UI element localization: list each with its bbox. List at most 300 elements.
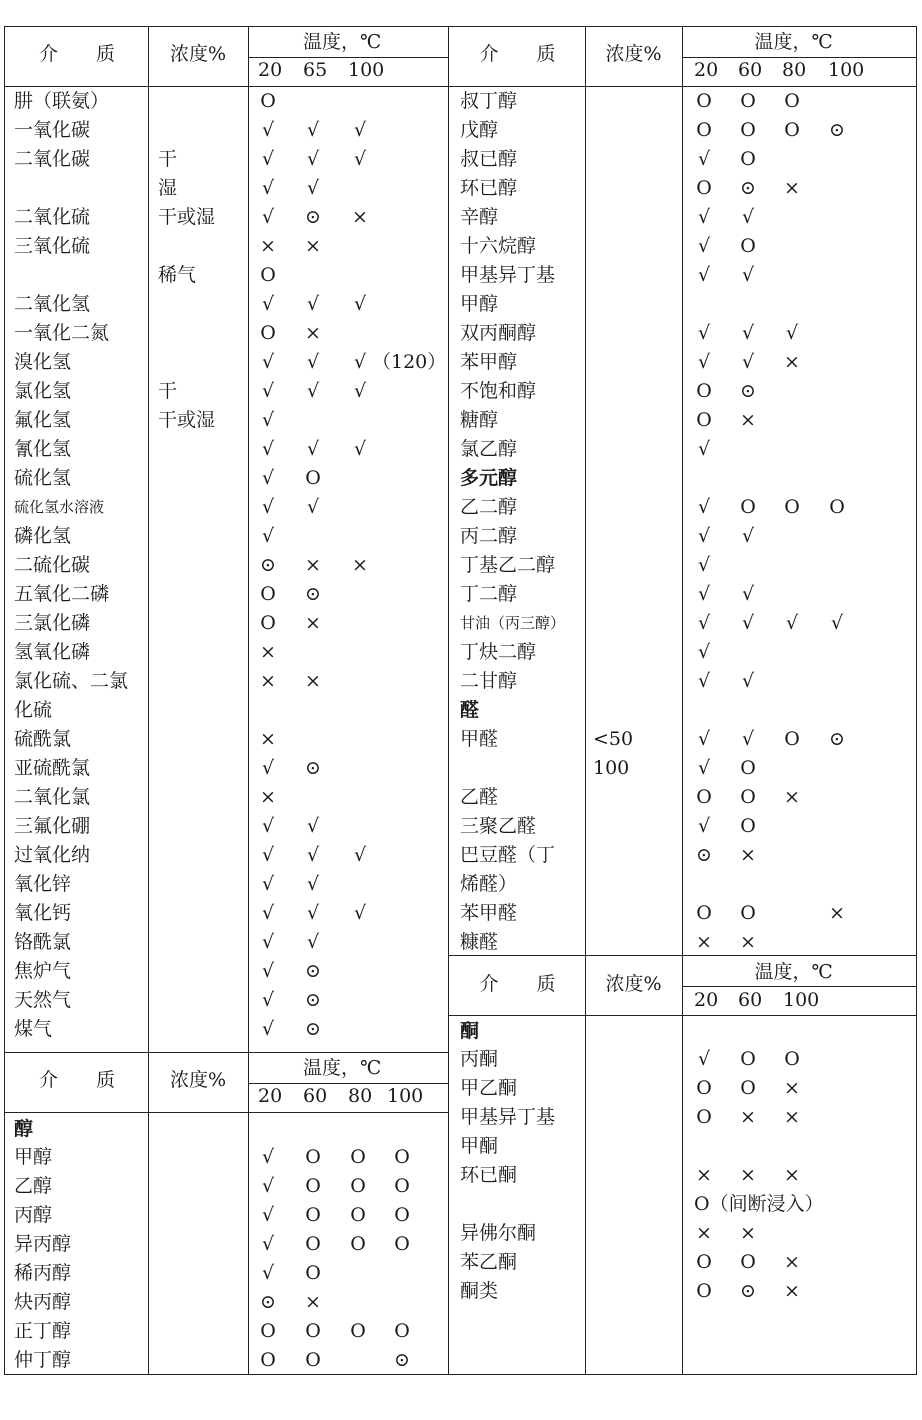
table-bottom-border bbox=[4, 1374, 917, 1375]
inorg-mark-10-0: √ bbox=[261, 380, 275, 402]
inorg-mark-16-1: × bbox=[305, 554, 321, 576]
alc-a-mark-7-0: O bbox=[260, 1349, 276, 1371]
alc-a-mark-6-1: O bbox=[305, 1320, 321, 1342]
alc-a-mark-6-3: O bbox=[394, 1320, 410, 1342]
inorg-mark-9-0: √ bbox=[261, 351, 275, 373]
inorg-medium-2: 二氧化碳 bbox=[14, 148, 91, 170]
alc-b-medium-22: 甲醛 bbox=[460, 728, 499, 750]
inorg-medium-9: 溴化氢 bbox=[14, 351, 72, 373]
alc-b-mark-3-2: × bbox=[784, 177, 800, 199]
alc-a-medium-2: 丙醇 bbox=[14, 1204, 53, 1226]
alc-b-medium-29: 糠醛 bbox=[460, 931, 499, 953]
inorg-mark-9-1: √ bbox=[306, 351, 320, 373]
alc-b-mark-11-1: × bbox=[740, 409, 756, 431]
inorg-conc-6: 稀气 bbox=[158, 264, 197, 286]
alc-b-mark-20-1: √ bbox=[741, 670, 755, 692]
inorg-mark-26-1: √ bbox=[306, 844, 320, 866]
alc-b-mark-18-0: √ bbox=[697, 612, 711, 634]
ket-temp-header: 温度，℃ bbox=[754, 961, 833, 983]
inorg-medium-1: 一氧化碳 bbox=[14, 119, 91, 141]
inorg-medium-12: 氰化氢 bbox=[14, 438, 72, 460]
inorg-mark-7-1: √ bbox=[306, 293, 320, 315]
inorg-col-divider-1 bbox=[148, 26, 149, 1375]
alc-a-medium-6: 正丁醇 bbox=[14, 1320, 72, 1342]
inorg-mark-13-1: O bbox=[305, 467, 321, 489]
inorg-medium-16: 二硫化碳 bbox=[14, 554, 91, 576]
alcb-temp-col-3: 100 bbox=[828, 59, 865, 81]
alc-b-medium-21: 醛 bbox=[460, 699, 480, 721]
inorg-mark-19-0: × bbox=[260, 641, 276, 663]
inorg-mark-28-0: √ bbox=[261, 902, 275, 924]
inorg-note-9: （120） bbox=[372, 351, 447, 373]
inorg-mark-9-2: √ bbox=[353, 351, 367, 373]
alc-b-medium-24: 乙醛 bbox=[460, 786, 499, 808]
ketone-mark-1-0: O bbox=[696, 1077, 712, 1099]
ketone-section: 酮 bbox=[460, 1020, 480, 1042]
inorg-medium-5: 三氧化硫 bbox=[14, 235, 91, 257]
inorg-mark-25-0: √ bbox=[261, 815, 275, 837]
inorg-medium-24: 二氧化氯 bbox=[14, 786, 91, 808]
inorg-mark-3-1: √ bbox=[306, 177, 320, 199]
alc-a-mark-2-0: √ bbox=[261, 1204, 275, 1226]
inorg-mark-14-0: √ bbox=[261, 496, 275, 518]
ketone-mark-7-2: × bbox=[784, 1251, 800, 1273]
inorg-mark-23-1: ⊙ bbox=[305, 757, 321, 779]
alc-b-mark-29-1: × bbox=[740, 931, 756, 953]
inorg-medium-19: 氢氧化磷 bbox=[14, 641, 91, 663]
alc-b-mark-28-1: O bbox=[740, 902, 756, 924]
alc-a-mark-5-0: ⊙ bbox=[260, 1291, 276, 1313]
inorg-mark-4-0: √ bbox=[261, 206, 275, 228]
alca-temp-col-3: 100 bbox=[387, 1085, 424, 1107]
ketone-mark-2-1: × bbox=[740, 1106, 756, 1128]
inorg-mark-28-1: √ bbox=[306, 902, 320, 924]
inorg-mark-23-0: √ bbox=[261, 757, 275, 779]
inorg-mark-22-0: × bbox=[260, 728, 276, 750]
inorg-mark-28-2: √ bbox=[353, 902, 367, 924]
alc-b-medium-3: 环已醇 bbox=[460, 177, 518, 199]
alc-b-medium-2: 叔已醇 bbox=[460, 148, 518, 170]
alc-b-mark-6-1: √ bbox=[741, 264, 755, 286]
inorg-mark-2-2: √ bbox=[353, 148, 367, 170]
inorg-medium-29: 铬酰氯 bbox=[14, 931, 72, 953]
ketone-mark-8-2: × bbox=[784, 1280, 800, 1302]
alc-b-mark-0-0: O bbox=[696, 90, 712, 112]
inorg-medium-30: 焦炉气 bbox=[14, 960, 72, 982]
inorg-mark-14-1: √ bbox=[306, 496, 320, 518]
ket-temp-col-2: 100 bbox=[783, 989, 820, 1011]
inorg-mark-8-0: O bbox=[260, 322, 276, 344]
ketone-mark-0-2: O bbox=[784, 1048, 800, 1070]
inorg-medium-28: 氧化钙 bbox=[14, 902, 72, 924]
inorg-medium-header: 介 质 bbox=[39, 43, 116, 65]
inorg-mark-3-0: √ bbox=[261, 177, 275, 199]
inorg-mark-32-0: √ bbox=[261, 1018, 275, 1040]
inorg-medium-10: 氯化氢 bbox=[14, 380, 72, 402]
inorg-mark-8-1: × bbox=[305, 322, 321, 344]
alc-b-mark-4-0: √ bbox=[697, 206, 711, 228]
alc-b-mark-25-1: O bbox=[740, 815, 756, 837]
inorg-mark-29-1: √ bbox=[306, 931, 320, 953]
inorg-conc-4: 干或湿 bbox=[158, 206, 216, 228]
alca-temp-col-1: 60 bbox=[303, 1085, 328, 1107]
ketone-medium-4: 环已酮 bbox=[460, 1164, 518, 1186]
alc-b-medium-11: 糖醇 bbox=[460, 409, 499, 431]
alc-b-medium-18: 甘油（丙三醇） bbox=[460, 614, 566, 632]
alc-a-mark-0-0: √ bbox=[261, 1146, 275, 1168]
alc-b-medium-13: 多元醇 bbox=[460, 467, 518, 489]
alc-b-medium-15: 丙二醇 bbox=[460, 525, 518, 547]
alc-b-mark-9-1: √ bbox=[741, 351, 755, 373]
alc-b-mark-24-2: × bbox=[784, 786, 800, 808]
ketone-mark-0-0: √ bbox=[697, 1048, 711, 1070]
alc-a-mark-0-3: O bbox=[394, 1146, 410, 1168]
right-col-divider-1 bbox=[585, 26, 586, 1375]
ketone-mark-8-0: O bbox=[696, 1280, 712, 1302]
alca-temp-col-2: 80 bbox=[348, 1085, 373, 1107]
alc-a-mark-7-3: ⊙ bbox=[394, 1349, 410, 1371]
alc-b-mark-2-0: √ bbox=[697, 148, 711, 170]
ketone-medium-2: 甲基异丁基 bbox=[460, 1106, 556, 1128]
alc-b-medium-16: 丁基乙二醇 bbox=[460, 554, 556, 576]
inorg-mark-1-2: √ bbox=[353, 119, 367, 141]
alc-b-medium-14: 乙二醇 bbox=[460, 496, 518, 518]
inorg-mark-4-2: × bbox=[352, 206, 368, 228]
alc-a-mark-1-2: O bbox=[350, 1175, 366, 1197]
inorg-mark-7-0: √ bbox=[261, 293, 275, 315]
ketone-mark-8-1: ⊙ bbox=[740, 1280, 756, 1302]
alc-b-mark-29-0: × bbox=[696, 931, 712, 953]
alc-b-mark-9-0: √ bbox=[697, 351, 711, 373]
alc-b-mark-14-2: O bbox=[784, 496, 800, 518]
alc-b-mark-24-0: O bbox=[696, 786, 712, 808]
alc-b-mark-26-0: ⊙ bbox=[696, 844, 712, 866]
alc-b-mark-15-1: √ bbox=[741, 525, 755, 547]
inorg-mark-32-1: ⊙ bbox=[305, 1018, 321, 1040]
alc-a-mark-7-1: O bbox=[305, 1349, 321, 1371]
alca-temp-col-0: 20 bbox=[258, 1085, 283, 1107]
alc-a-mark-3-1: O bbox=[305, 1233, 321, 1255]
inorg-mark-26-0: √ bbox=[261, 844, 275, 866]
ketone-mark-4-2: × bbox=[784, 1164, 800, 1186]
inorg-mark-24-0: × bbox=[260, 786, 276, 808]
inorg-mark-31-0: √ bbox=[261, 989, 275, 1011]
alc-a-mark-3-2: O bbox=[350, 1233, 366, 1255]
alc-b-medium-0: 叔丁醇 bbox=[460, 90, 518, 112]
alc-a-medium-3: 异丙醇 bbox=[14, 1233, 72, 1255]
inorg-conc-10: 干 bbox=[158, 380, 178, 402]
alc-b-mark-11-0: O bbox=[696, 409, 712, 431]
ketone-medium-8: 酮类 bbox=[460, 1280, 499, 1302]
alc-b-mark-22-2: O bbox=[784, 728, 800, 750]
inorg-mark-0-0: O bbox=[260, 90, 276, 112]
alc-b-mark-23-1: O bbox=[740, 757, 756, 779]
ketone-medium-1: 甲乙酮 bbox=[460, 1077, 518, 1099]
alc-b-mark-24-1: O bbox=[740, 786, 756, 808]
inorg-mark-25-1: √ bbox=[306, 815, 320, 837]
alc-b-medium-7: 甲醇 bbox=[460, 293, 499, 315]
alc-b-mark-8-0: √ bbox=[697, 322, 711, 344]
alc-a-mark-3-0: √ bbox=[261, 1233, 275, 1255]
inorg-col-divider-2 bbox=[248, 26, 249, 1375]
alc-b-mark-1-2: O bbox=[784, 119, 800, 141]
inorg-mark-2-0: √ bbox=[261, 148, 275, 170]
alc-b-mark-28-3: × bbox=[829, 902, 845, 924]
inorg-mark-10-2: √ bbox=[353, 380, 367, 402]
inorg-mark-13-0: √ bbox=[261, 467, 275, 489]
inorg-medium-22: 硫酰氯 bbox=[14, 728, 72, 750]
inorg-mark-27-0: √ bbox=[261, 873, 275, 895]
inorg-medium-7: 二氧化氢 bbox=[14, 293, 91, 315]
alc-b-mark-10-1: ⊙ bbox=[740, 380, 756, 402]
ketone-mark-7-1: O bbox=[740, 1251, 756, 1273]
alc-b-medium-28: 苯甲醛 bbox=[460, 902, 518, 924]
inorg-mark-5-1: × bbox=[305, 235, 321, 257]
ket-conc-header: 浓度% bbox=[605, 973, 662, 995]
inorg-temp-col-2: 100 bbox=[348, 59, 385, 81]
alc-b-medium-26: 巴豆醛（丁 bbox=[460, 844, 556, 866]
inorg-mark-31-1: ⊙ bbox=[305, 989, 321, 1011]
inorg-mark-12-2: √ bbox=[353, 438, 367, 460]
inorg-mark-30-1: ⊙ bbox=[305, 960, 321, 982]
alc-b-mark-1-3: ⊙ bbox=[829, 119, 845, 141]
alc-b-mark-6-0: √ bbox=[697, 264, 711, 286]
ketone-note-5: O（间断浸入） bbox=[694, 1193, 824, 1215]
ket-temp-col-0: 20 bbox=[694, 989, 719, 1011]
alc-a-medium-4: 稀丙醇 bbox=[14, 1262, 72, 1284]
inorg-mark-1-0: √ bbox=[261, 119, 275, 141]
inorg-mark-12-1: √ bbox=[306, 438, 320, 460]
alcb-temp-col-0: 20 bbox=[694, 59, 719, 81]
inorg-medium-8: 一氧化二氮 bbox=[14, 322, 110, 344]
alca-temp-header: 温度，℃ bbox=[303, 1057, 382, 1079]
alc-b-medium-1: 戊醇 bbox=[460, 119, 499, 141]
alc-b-mark-1-0: O bbox=[696, 119, 712, 141]
inorg-medium-25: 三氟化硼 bbox=[14, 815, 91, 837]
ketone-mark-7-0: O bbox=[696, 1251, 712, 1273]
alc-a-section: 醇 bbox=[14, 1118, 34, 1140]
alc-a-mark-2-3: O bbox=[394, 1204, 410, 1226]
alcb-temp-col-1: 60 bbox=[738, 59, 763, 81]
inorg-mark-17-1: ⊙ bbox=[305, 583, 321, 605]
inorg-medium-13: 硫化氢 bbox=[14, 467, 72, 489]
alc-b-medium-25: 三聚乙醛 bbox=[460, 815, 537, 837]
inorg-medium-27: 氧化锌 bbox=[14, 873, 72, 895]
alc-a-mark-4-1: O bbox=[305, 1262, 321, 1284]
alc-a-medium-0: 甲醇 bbox=[14, 1146, 53, 1168]
alc-a-medium-7: 仲丁醇 bbox=[14, 1349, 72, 1371]
alca-conc-header: 浓度% bbox=[170, 1069, 227, 1091]
alc-b-mark-9-2: × bbox=[784, 351, 800, 373]
inorg-medium-32: 煤气 bbox=[14, 1018, 53, 1040]
alc-b-mark-12-0: √ bbox=[697, 438, 711, 460]
alc-b-mark-3-0: O bbox=[696, 177, 712, 199]
inorg-mark-16-0: ⊙ bbox=[260, 554, 276, 576]
alc-b-medium-6: 甲基异丁基 bbox=[460, 264, 556, 286]
alcb-medium-header: 介 质 bbox=[479, 43, 556, 65]
inorg-conc-2: 干 bbox=[158, 148, 178, 170]
alc-a-mark-6-0: O bbox=[260, 1320, 276, 1342]
ketone-medium-7: 苯乙酮 bbox=[460, 1251, 518, 1273]
outer-right-border bbox=[916, 26, 917, 1375]
alc-b-mark-10-0: O bbox=[696, 380, 712, 402]
alc-b-medium-4: 辛醇 bbox=[460, 206, 499, 228]
alc-a-mark-1-1: O bbox=[305, 1175, 321, 1197]
alca-medium-header: 介 质 bbox=[39, 1069, 116, 1091]
alc-b-mark-17-1: √ bbox=[741, 583, 755, 605]
alc-b-mark-8-1: √ bbox=[741, 322, 755, 344]
alc-b-medium-5: 十六烷醇 bbox=[460, 235, 537, 257]
alc-a-mark-3-3: O bbox=[394, 1233, 410, 1255]
ket-medium-header: 介 质 bbox=[479, 973, 556, 995]
alc-b-medium-8: 双丙酮醇 bbox=[460, 322, 537, 344]
alc-b-medium-20: 二甘醇 bbox=[460, 670, 518, 692]
inorg-medium-26: 过氧化纳 bbox=[14, 844, 91, 866]
alc-b-medium-12: 氯乙醇 bbox=[460, 438, 518, 460]
alc-b-mark-20-0: √ bbox=[697, 670, 711, 692]
alc-b-mark-14-0: √ bbox=[697, 496, 711, 518]
inorg-medium-17: 五氧化二磷 bbox=[14, 583, 110, 605]
outer-left-border bbox=[4, 26, 5, 1375]
inorg-mark-27-1: √ bbox=[306, 873, 320, 895]
inorg-mark-10-1: √ bbox=[306, 380, 320, 402]
inorg-temp-header: 温度，℃ bbox=[303, 31, 382, 53]
alc-b-medium-9: 苯甲醇 bbox=[460, 351, 518, 373]
ketone-mark-1-2: × bbox=[784, 1077, 800, 1099]
alc-b-mark-25-0: √ bbox=[697, 815, 711, 837]
alc-b-mark-5-1: O bbox=[740, 235, 756, 257]
ketone-medium-0: 丙酮 bbox=[460, 1048, 499, 1070]
alc-b-mark-22-1: √ bbox=[741, 728, 755, 750]
alc-b-mark-19-0: √ bbox=[697, 641, 711, 663]
inorg-mark-26-2: √ bbox=[353, 844, 367, 866]
alc-b-mark-8-2: √ bbox=[785, 322, 799, 344]
inorg-mark-20-1: × bbox=[305, 670, 321, 692]
inorg-mark-18-1: × bbox=[305, 612, 321, 634]
inorg-mark-16-2: × bbox=[352, 554, 368, 576]
inorg-mark-17-0: O bbox=[260, 583, 276, 605]
alc-b-medium-19: 丁炔二醇 bbox=[460, 641, 537, 663]
inorg-medium-18: 三氯化磷 bbox=[14, 612, 91, 634]
alc-b-mark-1-1: O bbox=[740, 119, 756, 141]
alc-b-conc-22: <50 bbox=[593, 728, 634, 750]
alc-b-mark-22-0: √ bbox=[697, 728, 711, 750]
alc-b-medium-27: 烯醛） bbox=[460, 873, 518, 895]
ketone-medium-6: 异佛尔酮 bbox=[460, 1222, 537, 1244]
inorg-mark-1-1: √ bbox=[306, 119, 320, 141]
alc-a-mark-4-0: √ bbox=[261, 1262, 275, 1284]
ketone-mark-4-0: × bbox=[696, 1164, 712, 1186]
alc-b-mark-14-3: O bbox=[829, 496, 845, 518]
alc-b-mark-28-0: O bbox=[696, 902, 712, 924]
alc-b-mark-17-0: √ bbox=[697, 583, 711, 605]
ketone-mark-0-1: O bbox=[740, 1048, 756, 1070]
alcb-temp-header: 温度，℃ bbox=[754, 31, 833, 53]
inorg-medium-0: 肼（联氨） bbox=[14, 90, 110, 112]
inorg-mark-15-0: √ bbox=[261, 525, 275, 547]
ketone-mark-2-2: × bbox=[784, 1106, 800, 1128]
inorg-mark-6-0: O bbox=[260, 264, 276, 286]
alc-b-mark-2-1: O bbox=[740, 148, 756, 170]
alc-a-medium-1: 乙醇 bbox=[14, 1175, 53, 1197]
inorg-mark-12-0: √ bbox=[261, 438, 275, 460]
ketone-mark-4-1: × bbox=[740, 1164, 756, 1186]
ketone-mark-2-0: O bbox=[696, 1106, 712, 1128]
inorg-mark-11-0: √ bbox=[261, 409, 275, 431]
alc-b-mark-5-0: √ bbox=[697, 235, 711, 257]
inorg-medium-15: 磷化氢 bbox=[14, 525, 72, 547]
alc-b-medium-17: 丁二醇 bbox=[460, 583, 518, 605]
alc-b-mark-18-1: √ bbox=[741, 612, 755, 634]
ketone-mark-6-1: × bbox=[740, 1222, 756, 1244]
alc-b-mark-14-1: O bbox=[740, 496, 756, 518]
alc-a-top-border bbox=[4, 1052, 448, 1053]
inorg-medium-11: 氟化氢 bbox=[14, 409, 72, 431]
inorg-mark-5-0: × bbox=[260, 235, 276, 257]
alc-b-mark-23-0: √ bbox=[697, 757, 711, 779]
alc-a-mark-2-1: O bbox=[305, 1204, 321, 1226]
ketone-mark-1-1: O bbox=[740, 1077, 756, 1099]
inorg-medium-21: 化硫 bbox=[14, 699, 53, 721]
inorg-temp-col-1: 65 bbox=[303, 59, 328, 81]
alc-b-conc-23: 100 bbox=[593, 757, 630, 779]
ketone-medium-3: 甲酮 bbox=[460, 1135, 499, 1157]
alc-a-header-bottom bbox=[4, 1112, 448, 1113]
alc-b-mark-15-0: √ bbox=[697, 525, 711, 547]
alc-b-mark-16-0: √ bbox=[697, 554, 711, 576]
right-col-divider-2 bbox=[682, 26, 683, 1375]
alc-b-mark-18-3: √ bbox=[830, 612, 844, 634]
alc-b-mark-22-3: ⊙ bbox=[829, 728, 845, 750]
inorg-mark-2-1: √ bbox=[306, 148, 320, 170]
alc-b-mark-0-2: O bbox=[784, 90, 800, 112]
alcb-conc-header: 浓度% bbox=[605, 43, 662, 65]
inorg-mark-4-1: ⊙ bbox=[305, 206, 321, 228]
alc-b-mark-3-1: ⊙ bbox=[740, 177, 756, 199]
inorg-mark-18-0: O bbox=[260, 612, 276, 634]
center-divider bbox=[448, 26, 449, 1375]
inorg-mark-20-0: × bbox=[260, 670, 276, 692]
inorg-medium-31: 天然气 bbox=[14, 989, 72, 1011]
alc-a-mark-0-2: O bbox=[350, 1146, 366, 1168]
alc-a-medium-5: 炔丙醇 bbox=[14, 1291, 72, 1313]
alc-a-mark-5-1: × bbox=[305, 1291, 321, 1313]
inorg-conc-header: 浓度% bbox=[170, 43, 227, 65]
alc-b-mark-18-2: √ bbox=[785, 612, 799, 634]
inorg-medium-4: 二氧化硫 bbox=[14, 206, 91, 228]
inorg-medium-14: 硫化氢水溶液 bbox=[14, 498, 105, 516]
alc-a-mark-1-0: √ bbox=[261, 1175, 275, 1197]
alc-a-mark-6-2: O bbox=[350, 1320, 366, 1342]
inorg-mark-29-0: √ bbox=[261, 931, 275, 953]
alc-b-medium-10: 不饱和醇 bbox=[460, 380, 537, 402]
inorg-conc-11: 干或湿 bbox=[158, 409, 216, 431]
alc-a-mark-0-1: O bbox=[305, 1146, 321, 1168]
inorg-mark-7-2: √ bbox=[353, 293, 367, 315]
inorg-temp-col-0: 20 bbox=[258, 59, 283, 81]
ketone-mark-6-0: × bbox=[696, 1222, 712, 1244]
inorg-mark-30-0: √ bbox=[261, 960, 275, 982]
alc-b-mark-26-1: × bbox=[740, 844, 756, 866]
inorg-conc-3: 湿 bbox=[158, 177, 178, 199]
alc-b-mark-4-1: √ bbox=[741, 206, 755, 228]
alcb-temp-col-2: 80 bbox=[782, 59, 807, 81]
inorg-medium-20: 氯化硫、二氯 bbox=[14, 670, 129, 692]
ket-temp-col-1: 60 bbox=[738, 989, 763, 1011]
alc-a-mark-1-3: O bbox=[394, 1175, 410, 1197]
alc-b-mark-0-1: O bbox=[740, 90, 756, 112]
alc-a-mark-2-2: O bbox=[350, 1204, 366, 1226]
